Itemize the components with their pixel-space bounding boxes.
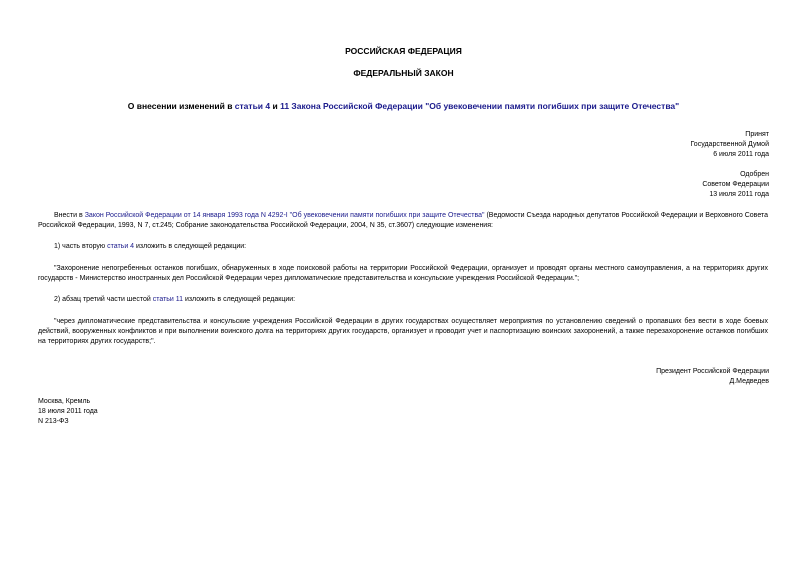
signing-place: Москва, Кремль (38, 398, 91, 405)
country-heading: РОССИЙСКАЯ ФЕДЕРАЦИЯ (345, 46, 462, 56)
footer-block (38, 397, 238, 427)
item1-prefix: 1) часть вторую (54, 243, 108, 250)
approved-date: 13 июля 2011 года (709, 191, 769, 198)
item2-prefix: 2) абзац третий части шестой (54, 296, 153, 303)
adopted-label: Принят (745, 131, 769, 138)
article11-new-text: "через дипломатические представительства и консульские учреждения Российской Федерации в других государствах осуществляет мероприятия по установлению сведений о пропавших без вести в ходе боевых действий, вооруженных конфликтов и при выполнении воинского долга на территориях других государств, организует и проводит учет и паспортизацию воинских захоронений, а также перезахоронение останков погибших на территориях других государств;". (38, 318, 768, 345)
doc-type-heading: ФЕДЕРАЛЬНЫЙ ЗАКОН (353, 68, 454, 78)
signing-date: 18 июля 2011 года (38, 408, 98, 415)
article4-new-text: "Захоронение непогребенных останков погибших, обнаруженных в ходе поисковой работы на территории Российской Федерации, организует и проводят органы местного самоуправления, а на территориях других государств - Министерство иностранных дел Российской Федерации через дипломатические представительства и консульские учреждения Российской Федерации."; (38, 265, 768, 282)
approved-block (469, 170, 769, 200)
law-title-prefix: О внесении изменений в (127, 101, 235, 111)
article11-link[interactable]: статьи 11 (152, 296, 184, 303)
law-title (0, 101, 807, 111)
item2-suffix: изложить в следующей редакции: (183, 296, 296, 303)
item1-suffix: изложить в следующей редакции: (134, 243, 247, 250)
adopted-date: 6 июля 2011 года (713, 151, 769, 158)
approved-body: Советом Федерации (702, 181, 769, 188)
adopted-body: Государственной Думой (690, 141, 769, 148)
intro-paragraph (38, 211, 768, 231)
item1-paragraph (38, 242, 768, 252)
law-4292-link[interactable]: Закон Российской Федерации от 14 января 1993 года N 4292-I "Об увековечении памяти погибших при защите Отечества" (84, 212, 485, 219)
approved-label: Одобрен (740, 171, 769, 178)
article4-link[interactable]: статьи 4 (107, 243, 135, 250)
intro-prefix: Внести в (54, 212, 85, 219)
article4-title-link[interactable]: статьи 4 (234, 101, 271, 111)
article11-title-link[interactable]: 11 Закона Российской Федерации "Об увековечении памяти погибших при защите Отечества" (280, 101, 680, 111)
president-name: Д.Медведев (729, 378, 769, 385)
law-number: N 213-ФЗ (38, 418, 69, 425)
signature-block (469, 367, 769, 387)
intro-suffix: (Ведомости Съезда народных депутатов Российской Федерации и Верховного Совета Российской Федерации, 1993, N 7, ст.245; Собрание законодательства Российской Федерации, 2004, N 35, ст.3607) следующие изменения: (38, 212, 769, 229)
adopted-block (469, 130, 769, 160)
item2-paragraph (38, 295, 768, 305)
president-title: Президент Российской Федерации (656, 368, 769, 375)
law-title-mid: и (270, 101, 281, 111)
